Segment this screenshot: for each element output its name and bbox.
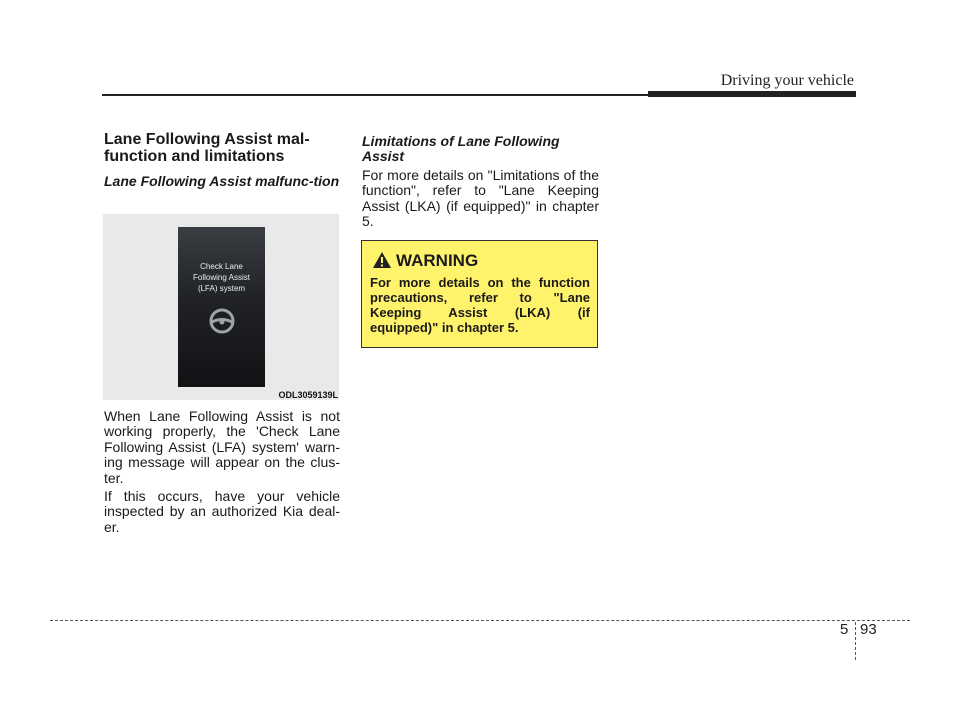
figure-caption: ODL3059139L (278, 390, 338, 400)
cluster-display (178, 227, 265, 387)
cluster-message-line: Following Assist (193, 273, 250, 282)
cluster-message (178, 261, 265, 294)
warning-box (361, 240, 598, 348)
warning-title: WARNING (396, 251, 479, 270)
chapter-number: 5 (840, 621, 849, 638)
cluster-message-line: (LFA) system (197, 284, 246, 293)
paragraph-malfunction: When Lane Following Assist is not working properly, the 'Check Lane Following Assist (LFA) system' warn-ing message will appear on the clus-ter. (104, 408, 340, 486)
page-number-divider (855, 622, 856, 660)
steering-wheel-icon (208, 307, 236, 335)
running-header: Driving your vehicle (720, 72, 854, 89)
page-number: 93 (860, 621, 877, 638)
cluster-message-line: Check Lane (200, 262, 243, 271)
warning-text: For more details on the function precautions, refer to "Lane Keeping Assist (LKA) (if equipped)" in chapter 5. (370, 275, 590, 335)
warning-triangle-icon (372, 251, 392, 269)
subsection-heading-limitations: Limitations of Lane Following Assist (362, 133, 560, 164)
header-bar (648, 91, 856, 97)
section-heading: Lane Following Assist mal-function and limitations (104, 131, 310, 165)
paragraph-limitations: For more details on "Limitations of the function", refer to "Lane Keeping Assist (LKA) (if equipped)" in chapter 5. (362, 167, 599, 230)
footer-rule (50, 620, 910, 621)
subsection-heading-malfunction: Lane Following Assist malfunc-tion (104, 173, 340, 189)
paragraph-inspection: If this occurs, have your vehicle inspected by an authorized Kia deal-er. (104, 488, 340, 535)
